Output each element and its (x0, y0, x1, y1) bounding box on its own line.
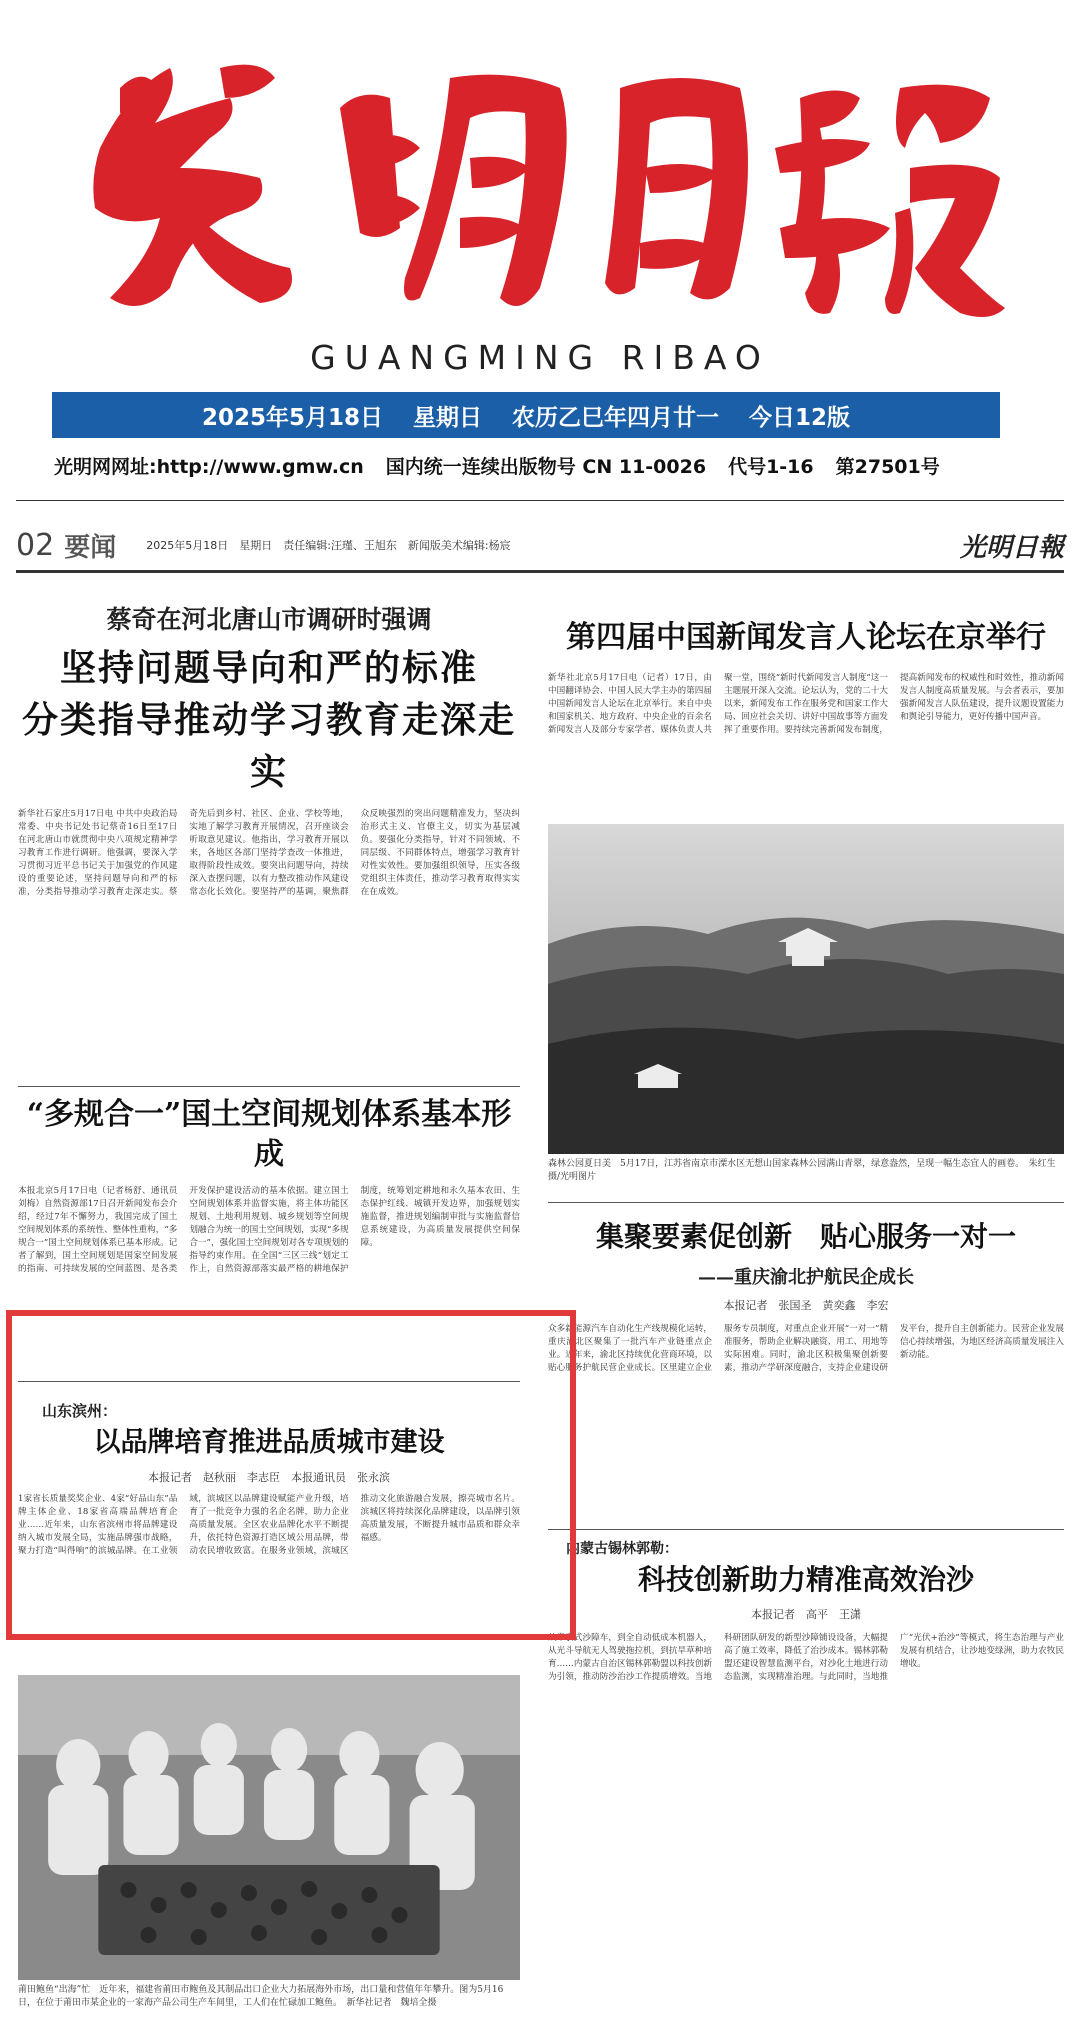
lunar-date: 农历乙巳年四月廿一 (512, 404, 719, 431)
article-headline: “多规合一”国土空间规划体系基本形成 (26, 1097, 512, 1172)
masthead-pinyin: GUANGMING RIBAO (310, 338, 770, 377)
article-byline: 本报记者 赵秋丽 李志臣 本报通讯员 张永滨 (148, 1471, 390, 1484)
website-link[interactable]: 光明网网址:http://www.gmw.cn (54, 456, 364, 478)
left-column (18, 600, 520, 2010)
page-logo: 光明日報 (959, 533, 1064, 563)
article-kicker: 蔡奇在河北唐山市调研时强调 (106, 605, 432, 634)
article-body: 从牵引式沙障车，到全自动低成本机器人，从光斗导航无人驾驶拖拉机，到抗旱草种培育……内蒙古自治区锡林郭勒盟以科技创新为引领，推动防沙治沙工作提质增效。当地科研团队研发的新型沙障铺设设备，大幅提高了施工效率，降低了治沙成本。锡林郭勒盟还建设智慧监测平台，对沙化土地进行动态监测，实现精准治理。与此同时，当地推广“光伏+治沙”等模式，将生态治理与产业发展有机结合，让沙地变绿洲，助力农牧民增收。 (548, 1633, 1064, 1682)
article-headline: 第四届中国新闻发言人论坛在京举行 (566, 620, 1046, 655)
section-title: 要闻 (64, 532, 117, 563)
article-headline-2: 分类指导推动学习教育走深走实 (21, 699, 516, 793)
article-headline: 集聚要素促创新 贴心服务一对一 (595, 1220, 1016, 1253)
article-kicker: 内蒙古锡林郭勒： (566, 1541, 678, 1557)
newspaper-logo[interactable] (60, 28, 1020, 328)
divider (16, 500, 1064, 501)
article-subtitle: ——重庆渝北护航民企成长 (698, 1267, 914, 1288)
article-body: 新华社石家庄5月17日电 中共中央政治局常委、中央书记处书记蔡奇16日至17日在河北唐山市就贯彻中央八项规定精神学习教育工作进行调研。他强调，要深入学习贯彻习近平总书记关于加强党的作风建设的重要论述，坚持问题导向和严的标准，分类指导推动学习教育走深走实。蔡奇先后到乡村、社区、企业、学校等地，实地了解学习教育开展情况，召开座谈会听取意见建议。他指出，学习教育开展以来，各地区各部门坚持学查改一体推进，取得阶段性成效。要突出问题导向，持续深入查摆问题，以有力整改推动作风建设常态化长效化。要坚持严的基调，聚焦群众反映强烈的突出问题精准发力，坚决纠治形式主义、官僚主义，切实为基层减负。要强化分类指导，针对不同领域、不同层级、不同群体特点，增强学习教育针对性实效性。要加强组织领导，压实各级党组织主体责任，推动学习教育取得实实在在成效。 (18, 809, 520, 897)
serial-number: 国内统一连续出版物号 CN 11-0026 (385, 456, 707, 478)
page-number: 02 (16, 527, 55, 563)
masthead (0, 0, 1080, 500)
forest-park-photo[interactable] (548, 824, 1064, 1154)
forest-landscape-image-icon (548, 824, 1064, 1154)
photo-caption: 森林公园夏日美 5月17日，江苏省南京市溧水区无想山国家森林公园满山青翠，绿意盎然，呈现一幅生态宜人的画卷。 朱红生摄/光明图片 (548, 1159, 1056, 1182)
article-chongqing-yubei[interactable] (548, 1217, 1064, 1521)
date: 2025年5月18日 (201, 404, 383, 431)
article-body: 众多新能源汽车自动化生产线规模化运转，重庆渝北区聚集了一批汽车产业链重点企业。近年来，渝北区持续优化营商环境，以贴心服务护航民营企业成长。区里建立企业服务专员制度，对重点企业开展“一对一”精准服务，帮助企业解决融资、用工、用地等实际困难。同时，渝北区积极集聚创新要素，推动产学研深度融合，支持企业建设研发平台，提升自主创新能力。民营企业发展信心持续增强，为地区经济高质量发展注入新动能。 (548, 1324, 1064, 1373)
factory-workers-image-icon (18, 1675, 520, 1980)
abalone-factory-photo[interactable] (18, 1675, 520, 1980)
article-headline: 以品牌培育推进品质城市建设 (93, 1427, 445, 1458)
page-header (16, 525, 1064, 565)
divider (548, 1529, 1064, 1530)
date-bar (52, 392, 1000, 438)
header-divider (16, 570, 1064, 573)
article-body: 1家省长质量奖奖企业、4家“好品山东”品牌主体企业、18家省高端品牌培育企业……近年来，山东省滨州市将品牌建设纳入城市发展全局，实施品牌强市战略，聚力打造“叫得响”的滨城品牌。在工业领域，滨城区以品牌建设赋能产业升级，培育了一批竞争力强的名企名牌，助力企业高质量发展。全区农业品牌化水平不断提升，依托特色资源打造区域公用品牌，带动农民增收致富。在服务业领域，滨城区推动文化旅游融合发展，擦亮城市名片。滨城区将持续深化品牌建设，以品牌引领高质量发展，不断提升城市品质和群众幸福感。 (18, 1494, 520, 1556)
article-headline: 坚持问题导向和严的标准 (59, 647, 478, 689)
photo-caption: 莆田鲍鱼“出海”忙 近年来，福建省莆田市鲍鱼及其制品出口企业大力拓展海外市场，出口量和营值年年攀升。图为5月16日，在位于莆田市某企业的一家海产品公司生产车间里，工人们在忙碌加工鲍鱼。 新华社记者 魏培全摄 (18, 1985, 504, 2008)
divider (18, 1086, 520, 1087)
weekday: 星期日 (413, 404, 482, 431)
article-body: 本报北京5月17日电（记者杨舒、通讯员刘梅）自然资源部17日召开新闻发布会介绍，经过7年不懈努力，我国完成了国土空间规划体系的系统性、整体性重构，“多规合一”国土空间规划体系已基本形成。记者了解到，国土空间规划是国家空间发展的指南、可持续发展的空间蓝图、是各类开发保护建设活动的基本依据。建立国土空间规划体系并监督实施，将主体功能区规划、土地利用规划、城乡规划等空间规划融合为统一的国土空间规划，实现“多规合一”，强化国土空间规划对各专项规划的指导约束作用。在全国“三区三线”划定工作上，自然资源部落实最严格的耕地保护制度，统筹划定耕地和永久基本农田、生态保护红线、城镇开发边界，加强规划实施监督，推进规划编制审批与实施监督信息系统建设，为高质量发展提供空间保障。 (18, 1186, 520, 1274)
issue-number: 第27501号 (835, 456, 940, 478)
article-byline: 本报记者 高平 王潇 (751, 1608, 861, 1621)
article-cai-qi[interactable] (18, 600, 520, 1078)
article-spokesperson-forum[interactable] (548, 618, 1064, 802)
edition-count: 今日12版 (749, 404, 851, 431)
article-body: 新华社北京5月17日电（记者）17日，由中国翻译协会、中国人民大学主办的第四届中国新闻发言人论坛在北京举行。来自中央和国家机关、地方政府、中央企业的百余名新闻发言人及部分专家学者、媒体负责人共聚一堂，围绕“新时代新闻发言人制度”这一主题展开深入交流。论坛认为，党的二十大以来，新闻发布工作在服务党和国家工作大局、回应社会关切、讲好中国故事等方面发挥了重要作用。要持续完善新闻发布制度，提高新闻发布的权威性和时效性，推动新闻发言人制度高质量发展。与会者表示，要加强新闻发言人队伍建设，提升议题设置能力和舆论引导能力，更好传播中国声音。 (548, 673, 1064, 735)
article-xilingol[interactable] (548, 1538, 1064, 1902)
issue-code: 代号1-16 (728, 456, 814, 478)
divider (548, 1202, 1064, 1203)
article-kicker: 山东滨州： (42, 1402, 118, 1420)
publication-info (54, 452, 1004, 479)
right-column (548, 600, 1064, 1902)
highlight-box (6, 1310, 576, 1640)
page-meta: 2025年5月18日 星期日 责任编辑:汪瑾、王旭东 新闻版美术编辑:杨宸 (146, 539, 511, 552)
article-headline: 科技创新助力精准高效治沙 (637, 1563, 974, 1596)
article-byline: 本报记者 张国圣 黄奕鑫 李宏 (723, 1299, 889, 1312)
